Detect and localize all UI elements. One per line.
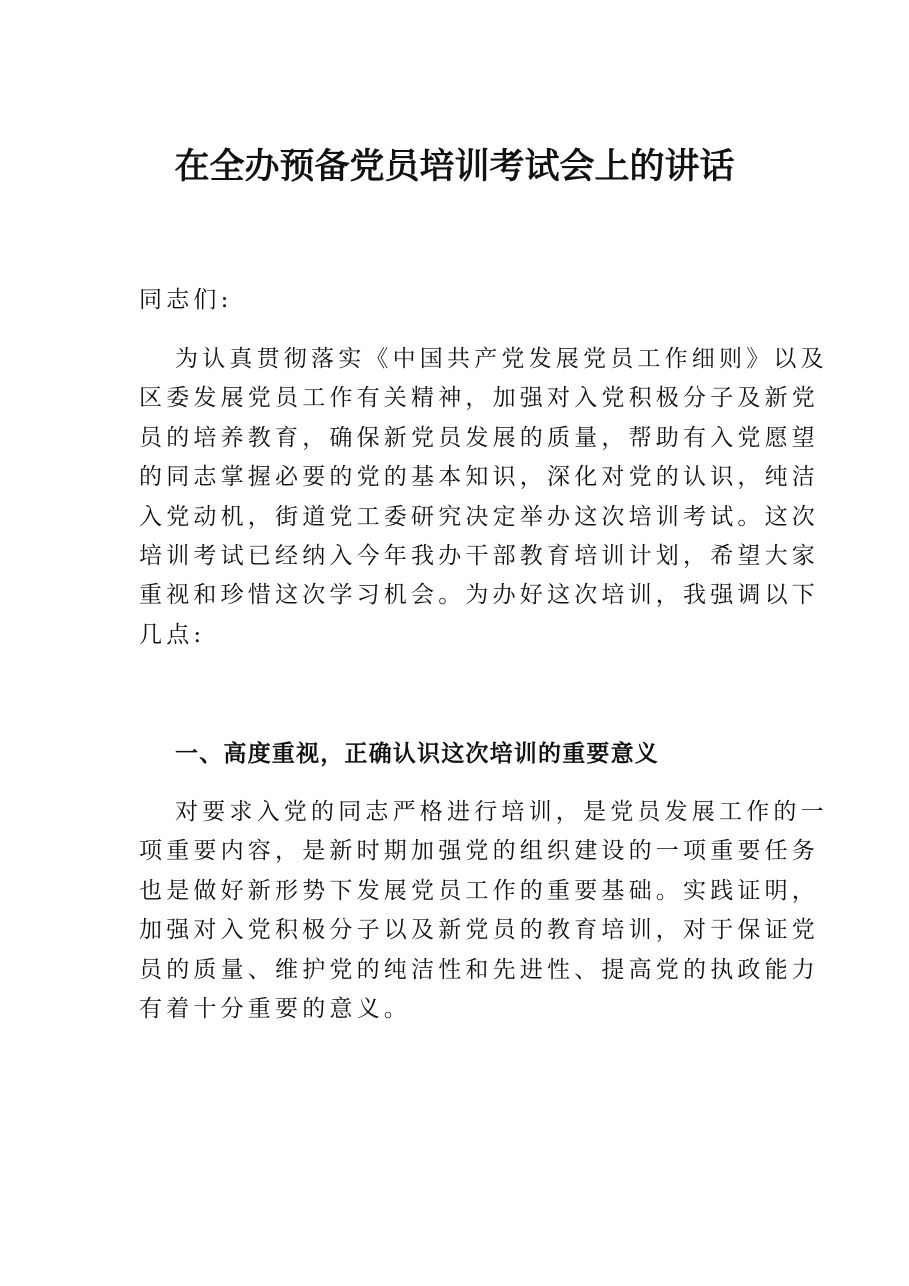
- paragraph-line: 对要求入党的同志严格进行培训，是党员发展工作的一: [175, 799, 828, 825]
- paragraph-line: 员的培养教育，确保新党员发展的质量，帮助有入党愿望: [139, 424, 819, 451]
- paragraph-line: 几点:: [139, 621, 206, 648]
- paragraph-line: 重视和珍惜这次学习机会。为办好这次培训，我强调以下: [139, 582, 819, 609]
- paragraph-line: 项重要内容，是新时期加强党的组织建设的一项重要任务: [139, 838, 819, 865]
- document-title: 在全办预备党员培训考试会上的讲话: [174, 146, 735, 187]
- paragraph-line: 为认真贯彻落实《中国共产党发展党员工作细则》以及: [175, 346, 828, 372]
- paragraph-significance: [139, 793, 828, 1073]
- paragraph-line: 员的质量、维护党的纯洁性和先进性、提高党的执政能力: [139, 956, 819, 983]
- paragraph-intro: [139, 340, 828, 700]
- paragraph-line: 也是做好新形势下发展党员工作的重要基础。实践证明，: [139, 877, 819, 904]
- paragraph-line: 培训考试已经纳入今年我办干部教育培训计划，希望大家: [139, 542, 819, 569]
- paragraph-line: 区委发展党员工作有关精神，加强对入党积极分子及新党: [139, 385, 819, 412]
- paragraph-line: 加强对入党积极分子以及新党员的教育培训，对于保证党: [139, 917, 819, 944]
- paragraph-line: 入党动机，街道党工委研究决定举办这次培训考试。这次: [139, 503, 819, 530]
- section-heading: 一、高度重视，正确认识这次培训的重要意义: [175, 740, 659, 767]
- greeting: 同志们:: [139, 287, 233, 313]
- paragraph-line: 的同志掌握必要的党的基本知识，深化对党的认识，纯洁: [139, 464, 819, 491]
- paragraph-line: 有着十分重要的意义。: [139, 995, 411, 1022]
